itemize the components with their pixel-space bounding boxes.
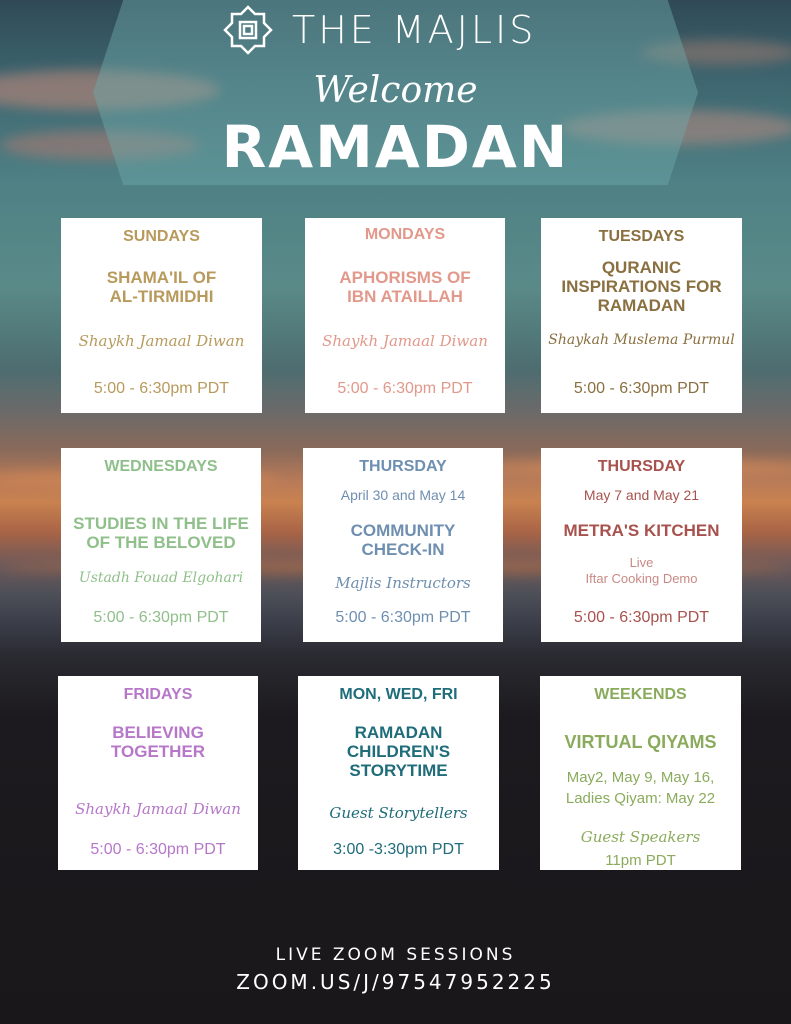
card-dates: May 7 and May 21 [583, 487, 700, 503]
card-speaker: Majlis Instructors [335, 574, 471, 592]
card-title: STUDIES IN THE LIFE [73, 514, 249, 533]
card-title: RAMADAN [597, 296, 686, 315]
card-time: 5:00 - 6:30pm PDT [93, 380, 230, 397]
card-time: 5:00 - 6:30pm PDT [93, 609, 229, 626]
welcome-script: Welcome [313, 70, 478, 111]
card-speaker: Shaykah Muslema Purmul [548, 332, 735, 348]
card-speaker: Guest Storytellers [329, 804, 468, 822]
card-title: APHORISMS OF [339, 268, 471, 287]
card-time: 5:00 - 6:30pm PDT [90, 841, 226, 858]
brand-name: THE MAJLIS [292, 8, 537, 52]
card-dates: May2, May 9, May 16, [566, 769, 715, 786]
majlis-logo-icon [222, 4, 274, 56]
card-day: WEEKENDS [594, 686, 687, 703]
card-title: VIRTUAL QIYAMS [564, 732, 717, 752]
card-speaker: Ustadh Fouad Elgohari [78, 570, 244, 586]
card-speaker: Guest Speakers [580, 828, 701, 846]
card-title: CHILDREN'S [346, 742, 451, 761]
card-time: 5:00 - 6:30pm PDT [335, 609, 471, 626]
card-time: 11pm PDT [605, 852, 676, 869]
card-day: FRIDAYS [123, 686, 193, 703]
card-title: CHECK-IN [361, 540, 445, 559]
footer-caption: LIVE ZOOM SESSIONS [275, 945, 516, 965]
page-title: RAMADAN [221, 113, 570, 181]
card-tuesdays [541, 218, 742, 413]
card-time: 3:00 -3:30pm PDT [333, 841, 464, 858]
card-day: TUESDAYS [598, 228, 685, 245]
card-title: AL-TIRMIDHI [109, 287, 214, 306]
card-title: SHAMA'IL OF [106, 268, 217, 287]
card-speaker: Shaykh Jamaal Diwan [75, 800, 241, 818]
card-speaker: Shaykh Jamaal Diwan [322, 332, 488, 350]
card-title: IBN ATAILLAH [347, 287, 463, 306]
card-sundays [61, 218, 262, 413]
card-title: OF THE BELOVED [86, 533, 236, 552]
card-time: 5:00 - 6:30pm PDT [337, 380, 473, 397]
card-title: STORYTIME [349, 761, 448, 780]
card-title: METRA'S KITCHEN [563, 521, 720, 540]
card-day: MONDAYS [364, 226, 446, 243]
card-weekends [540, 676, 741, 870]
card-day: WEDNESDAYS [104, 458, 218, 475]
card-fridays [58, 676, 258, 870]
card-thursday-kitchen [541, 448, 742, 642]
card-title: COMMUNITY [350, 521, 456, 540]
card-note: Live [629, 555, 654, 570]
card-title: INSPIRATIONS FOR [561, 277, 722, 296]
card-mondays [305, 218, 505, 413]
zoom-link[interactable]: ZOOM.US/J/97547952225 [236, 970, 555, 994]
card-note: Iftar Cooking Demo [585, 571, 698, 586]
card-title: TOGETHER [110, 742, 206, 761]
card-storytime [298, 676, 499, 870]
card-day: MON, WED, FRI [339, 686, 458, 703]
logo [222, 4, 536, 56]
card-day: THURSDAY [359, 458, 447, 475]
card-day: SUNDAYS [123, 228, 200, 245]
card-dates: Ladies Qiyam: May 22 [565, 790, 716, 807]
card-title: RAMADAN [354, 723, 443, 742]
card-time: 5:00 - 6:30pm PDT [573, 609, 710, 626]
card-day: THURSDAY [597, 458, 686, 475]
card-title: BELIEVING [112, 723, 204, 742]
card-time: 5:00 - 6:30pm PDT [573, 380, 710, 397]
card-wednesdays [61, 448, 261, 642]
card-thursday-checkin [303, 448, 503, 642]
card-title: QURANIC [601, 258, 682, 277]
card-speaker: Shaykh Jamaal Diwan [78, 332, 245, 350]
card-dates: April 30 and May 14 [340, 487, 466, 503]
